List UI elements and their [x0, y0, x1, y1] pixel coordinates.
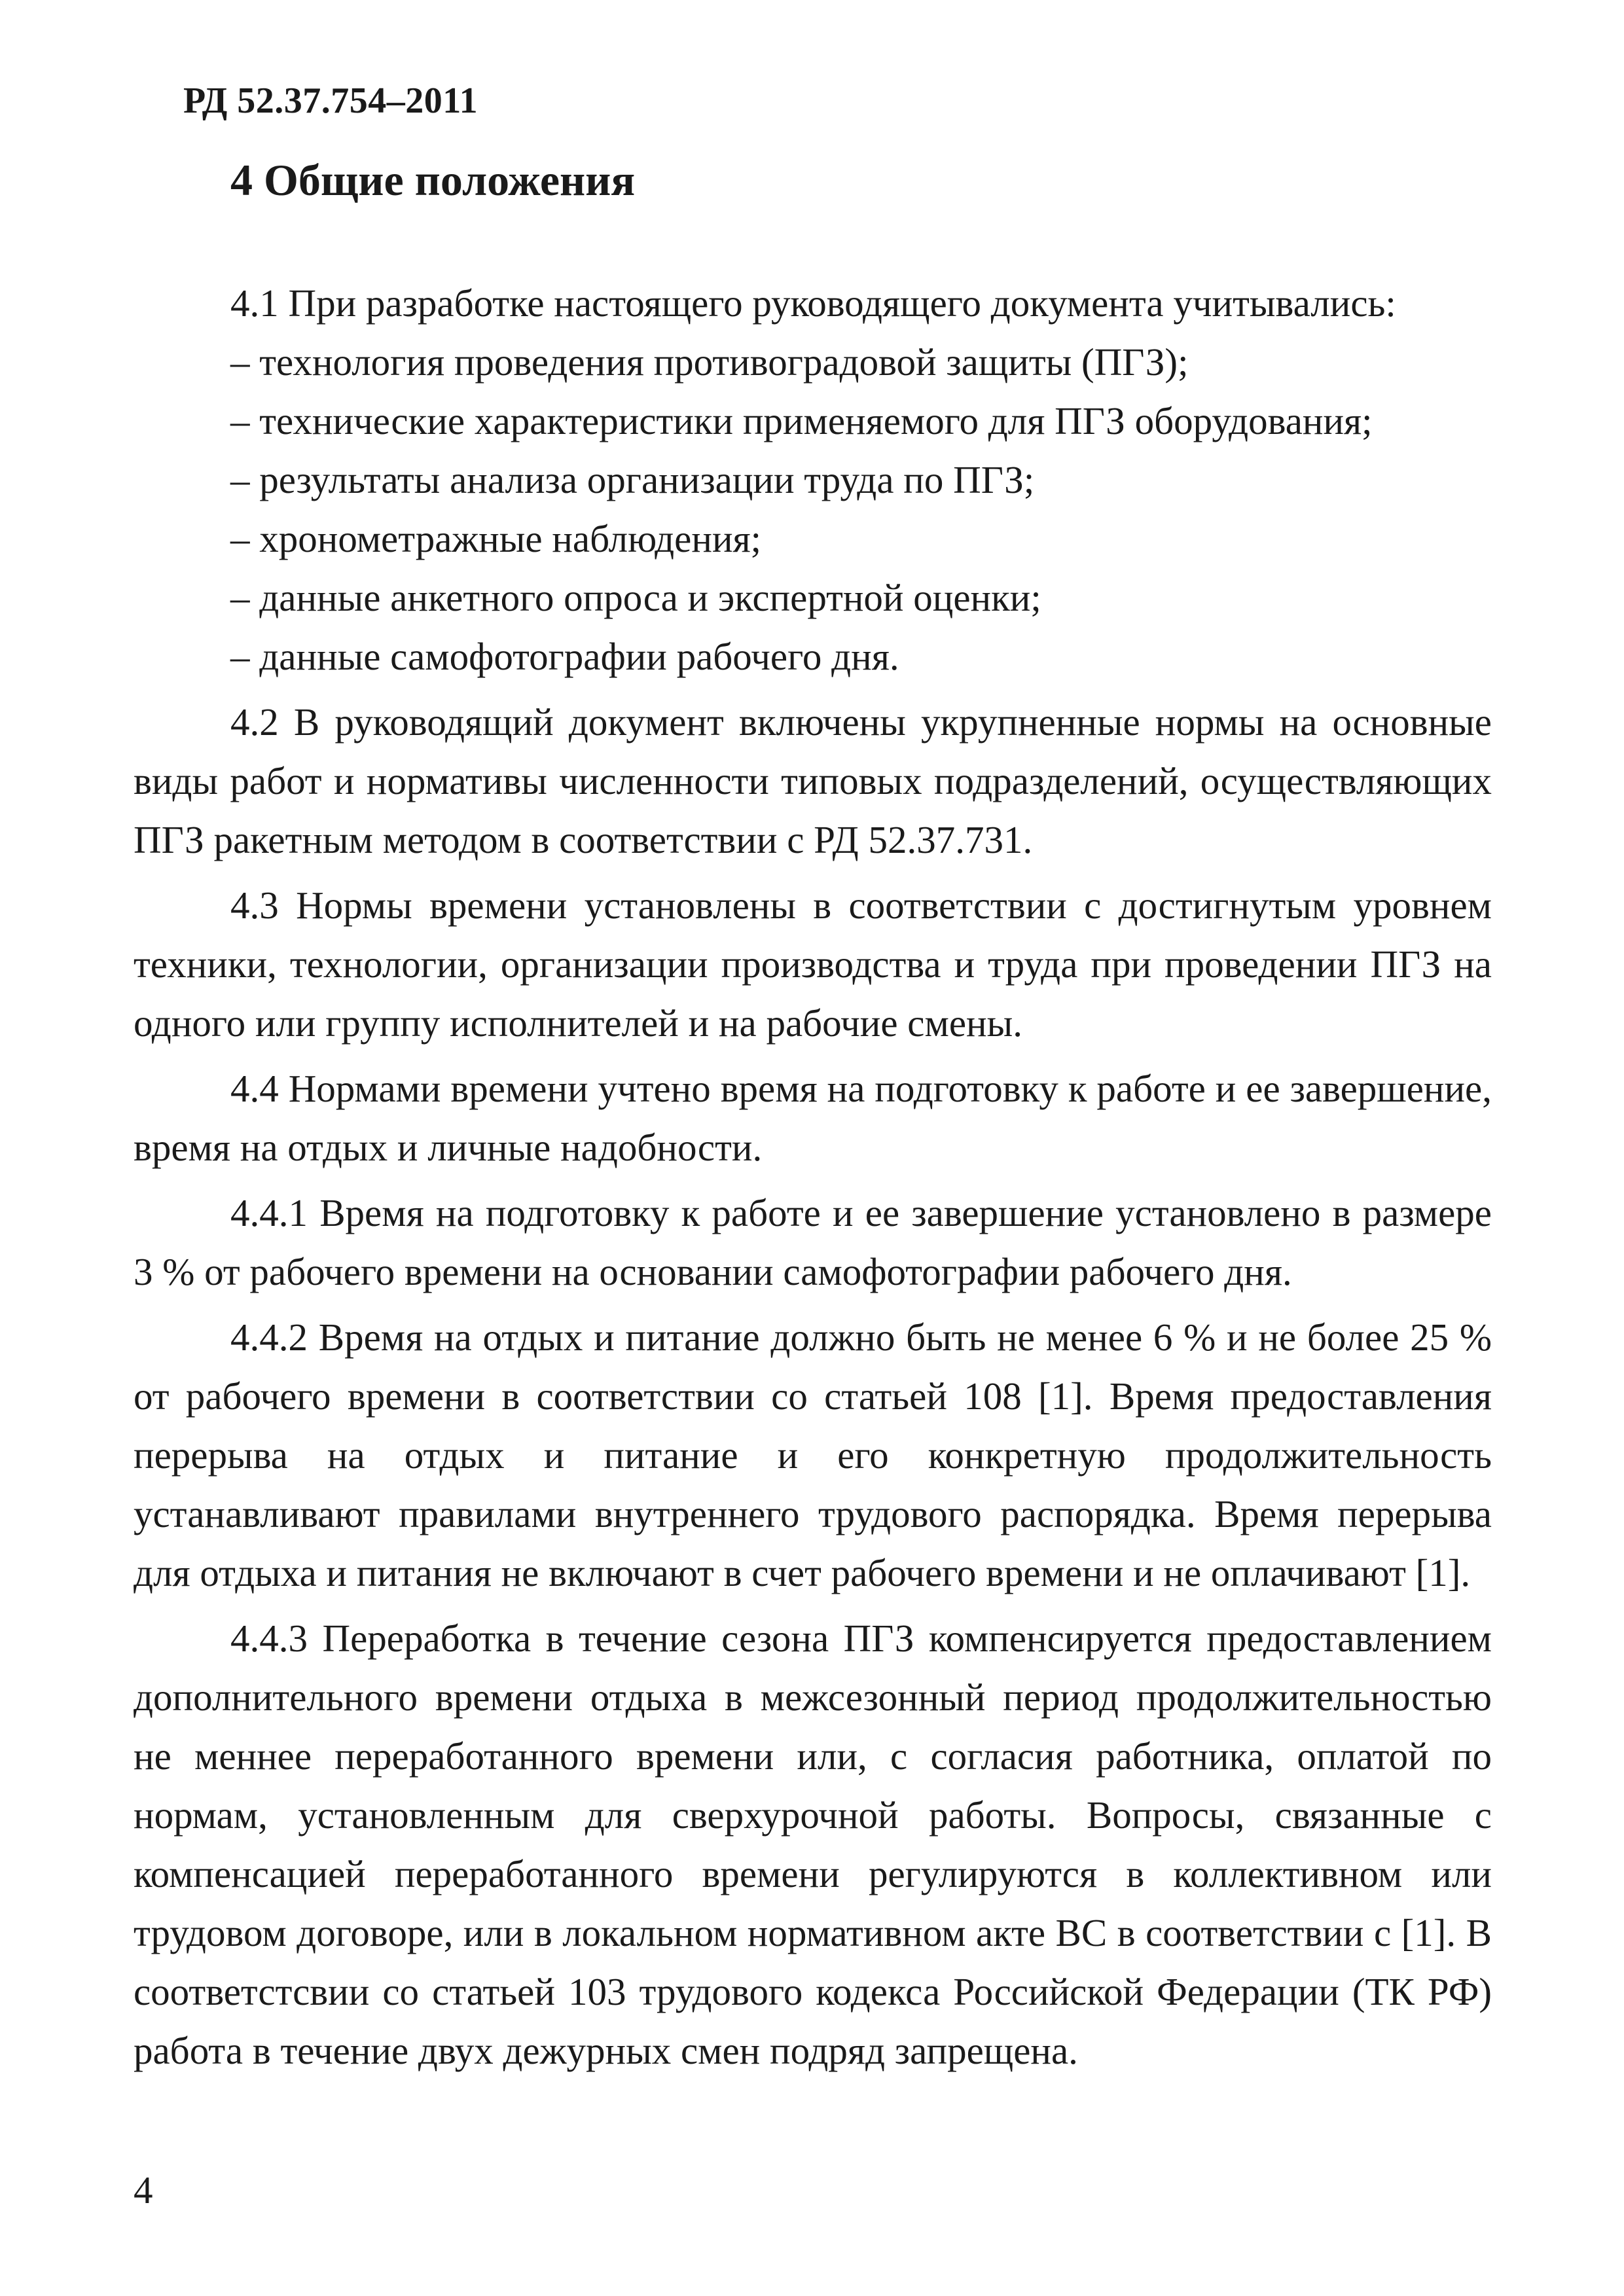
page-number: 4: [134, 2168, 153, 2212]
list-item: – данные анкетного опроса и экспертной оценки;: [230, 576, 1041, 619]
document-code: РД 52.37.754–2011: [183, 81, 478, 121]
section-title: 4 Общие положения: [230, 155, 636, 205]
paragraph-4-1: 4.1 При разработке настоящего руководящего документа учитывались:: [230, 281, 1396, 325]
paragraph-4-4-1: 4.4.1 Время на подготовку к работе и ее завершение установлено в размере 3 % от рабочего времени на основании самофотографии рабочего дня.: [134, 1191, 1492, 1293]
list-item: – технические характеристики применяемого для ПГЗ оборудования;: [230, 399, 1373, 442]
paragraph-4-4-2: 4.4.2 Время на отдых и питание должно быть не менее 6 % и не более 25 % от рабочего времени в соответствии со статьей 108 [1]. Время предоставления перерыва на отдых и питание и его конкретную продолжительность устанавливают правилами внутреннего трудового распорядка. Время перерыва для отдыха и питания не включают в счет рабочего времени и не оплачивают [1].: [134, 1316, 1492, 1594]
paragraph-4-4: 4.4 Нормами времени учтено время на подготовку к работе и ее завершение, время на отдых и личные надобности.: [134, 1067, 1492, 1169]
list-item: – технология проведения противоградовой защиты (ПГЗ);: [230, 340, 1189, 384]
list-item: – результаты анализа организации труда по ПГЗ;: [230, 458, 1035, 501]
paragraph-4-2: 4.2 В руководящий документ включены укрупненные нормы на основные виды работ и нормативы численности типовых подразделений, осуществляющих ПГЗ ракетным методом в соответствии с РД 52.37.731.: [134, 700, 1492, 861]
paragraph-4-3: 4.3 Нормы времени установлены в соответствии с достигнутым уровнем техники, технологии, организации производства и труда при проведении ПГЗ на одного или группу исполнителей и на рабочие смены.: [134, 884, 1492, 1045]
paragraph-4-4-3: 4.4.3 Переработка в течение сезона ПГЗ компенсируется предоставлением дополнительного времени отдыха в межсезонный период продолжительностью не меннее переработанного времени или, с согласия работника, оплатой по нормам, установленным для сверхурочной работы. Вопросы, связанные с компенсацией переработанного времени регулируются в коллективном или трудовом договоре, или в локальном нормативном акте ВС в соответствии с [1]. В соответстсвии со статьей 103 трудового кодекса Российской Федерации (ТК РФ) работа в течение двух дежурных смен подряд запрещена.: [134, 1617, 1492, 2072]
list-item: – хронометражные наблюдения;: [230, 517, 762, 560]
document-body: [134, 274, 1492, 2080]
list-item: – данные самофотографии рабочего дня.: [230, 635, 899, 678]
